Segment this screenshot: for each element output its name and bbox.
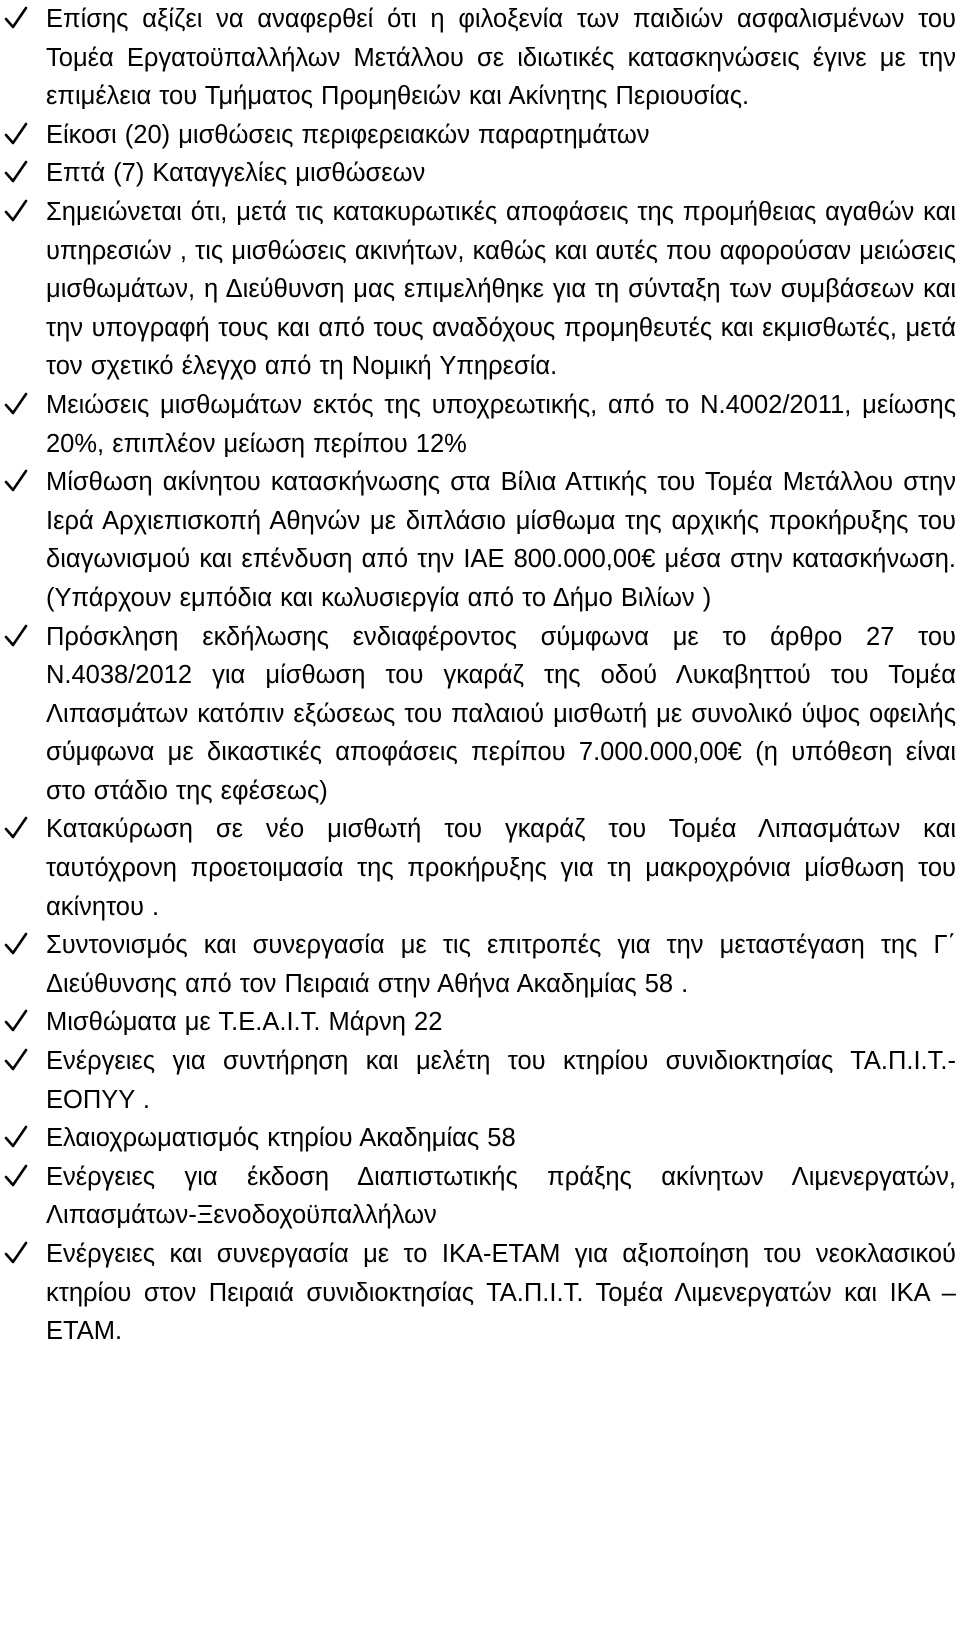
checkmark-icon <box>4 930 28 958</box>
list-item <box>0 386 960 463</box>
list-item-text: Μισθώματα με Τ.Ε.Α.Ι.Τ. Μάρνη 22 <box>46 1008 443 1037</box>
list-item <box>0 1119 960 1158</box>
list-item-text: Κατακύρωση σε νέο μισθωτή του γκαράζ του Τομέα Λιπασμάτων και ταυτόχρονη προετοιμασία της προκήρυξης για τη μακροχρόνια μίσθωση του ακίνητου . <box>46 815 956 921</box>
checkmark-icon <box>4 1239 28 1267</box>
list-item <box>0 193 960 386</box>
list-item-text: Συντονισμός και συνεργασία με τις επιτροπές για την μεταστέγαση της Γ΄ Διεύθυνσης από τον Πειραιά στην Αθήνα Ακαδημίας 58 . <box>46 931 956 998</box>
list-item-text: Επίσης αξίζει να αναφερθεί ότι η φιλοξενία των παιδιών ασφαλισμένων του Τομέα Εργατοϋπαλλήλων Μετάλλου σε ιδιωτικές κατασκηνώσεις έγινε με την επιμέλεια του Τμήματος Προμηθειών και Ακίνητης Περιουσίας. <box>46 5 956 111</box>
checkmark-icon <box>4 622 28 650</box>
list-item <box>0 926 960 1003</box>
list-item <box>0 116 960 155</box>
checkmark-icon <box>4 467 28 495</box>
checkmark-icon <box>4 1007 28 1035</box>
list-item <box>0 0 960 116</box>
list-item-text: Ελαιοχρωματισμός κτηρίου Ακαδημίας 58 <box>46 1124 516 1153</box>
list-item <box>0 1003 960 1042</box>
list-item-text: Είκοσι (20) μισθώσεις περιφερειακών παραρτημάτων <box>46 120 650 149</box>
checkmark-icon <box>4 1123 28 1151</box>
list-item <box>0 463 960 617</box>
checkmark-icon <box>4 814 28 842</box>
list-item-text: Πρόσκληση εκδήλωσης ενδιαφέροντος σύμφωνα με το άρθρο 27 του Ν.4038/2012 για μίσθωση του γκαράζ της οδού Λυκαβηττού του Τομέα Λιπασμάτων κατόπιν εξώσεως του παλαιού μισθωτή με συνολικό ύψος οφειλής σύμφωνα με δικαστικές αποφάσεις περίπου 7.000.000,00€ (η υπόθεση είναι στο στάδιο της εφέσεως) <box>46 622 956 805</box>
checkmark-icon <box>4 1162 28 1190</box>
list-item-text: Επτά (7) Καταγγελίες μισθώσεων <box>46 159 426 188</box>
list-item-text: Ενέργειες και συνεργασία με το ΙΚΑ-ΕΤΑΜ για αξιοποίηση του νεοκλασικού κτηρίου στον Πειραιά συνιδιοκτησίας ΤΑ.Π.Ι.Τ. Τομέα Λιμενεργατών και ΙΚΑ –ΕΤΑΜ. <box>46 1240 956 1346</box>
list-item <box>0 1235 960 1351</box>
checkmark-icon <box>4 1046 28 1074</box>
checkmark-icon <box>4 120 28 148</box>
list-item <box>0 1158 960 1235</box>
checkmark-icon <box>4 197 28 225</box>
list-item-text: Σημειώνεται ότι, μετά τις κατακυρωτικές αποφάσεις της προμήθειας αγαθών και υπηρεσιών , τις μισθώσεις ακινήτων, καθώς και αυτές που αφορούσαν μειώσεις μισθωμάτων, η Διεύθυνση μας επιμελήθηκε για τη σύνταξη των συμβάσεων και την υπογραφή τους και από τους αναδόχους προμηθευτές και εκμισθωτές, μετά τον σχετικό έλεγχο από τη Νομική Υπηρεσία. <box>46 197 956 381</box>
list-item-text: Ενέργειες για συντήρηση και μελέτη του κτηρίου συνιδιοκτησίας ΤΑ.Π.Ι.Τ.-ΕΟΠΥΥ . <box>46 1047 956 1114</box>
list-item <box>0 154 960 193</box>
list-item <box>0 618 960 811</box>
checkmark-icon <box>4 4 28 32</box>
list-item <box>0 1042 960 1119</box>
list-item-text: Μειώσεις μισθωμάτων εκτός της υποχρεωτικής, από το Ν.4002/2011, μείωσης 20%, επιπλέον μείωση περίπου 12% <box>46 390 956 458</box>
checkmark-icon <box>4 158 28 186</box>
list-item-text: Μίσθωση ακίνητου κατασκήνωσης στα Βίλια Αττικής του Τομέα Μετάλλου στην Ιερά Αρχιεπισκοπή Αθηνών με διπλάσιο μίσθωμα της αρχικής προκήρυξης του διαγωνισμού και επένδυση από την ΙΑΕ 800.000,00€ μέσα στην κατασκήνωση. (Υπάρχουν εμπόδια και κωλυσιεργία από το Δήμο Βιλίων ) <box>46 468 956 612</box>
list-item <box>0 810 960 926</box>
list-item-text: Ενέργειες για έκδοση Διαπιστωτικής πράξης ακίνητων Λιμενεργατών, Λιπασμάτων-Ξενοδοχοϋπαλλήλων <box>46 1162 956 1230</box>
checkmark-icon <box>4 390 28 418</box>
